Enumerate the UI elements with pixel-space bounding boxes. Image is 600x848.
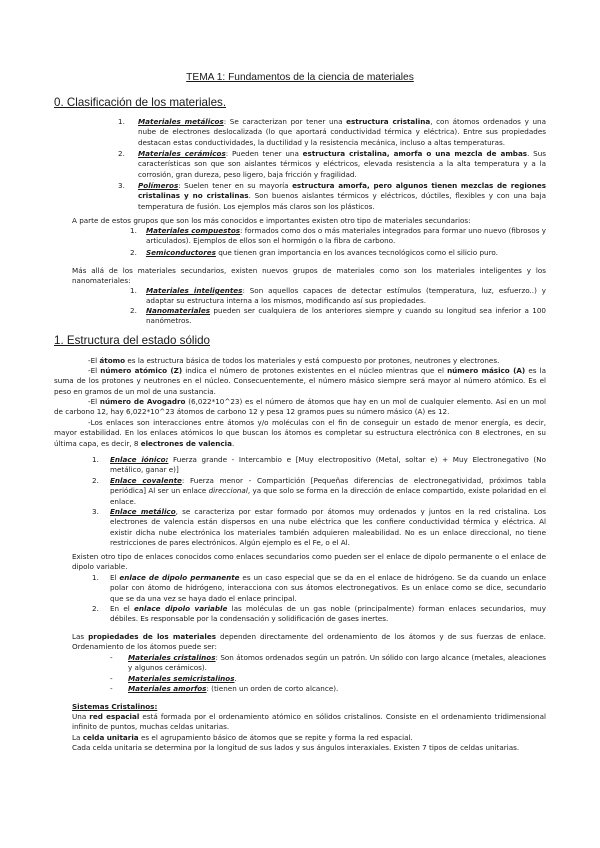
paragraph-nuevos: Más allá de los materiales secundarios, existen nuevos grupos de materiales como son los materiales inteligentes y los nanomateriales: [72, 266, 546, 286]
list-number: 1. [92, 573, 99, 582]
sistemas-cristalinos-heading: Sistemas Cristalinos: [72, 702, 158, 711]
list-item-metalicos: Materiales metálicos: Se caracterizan por tener una estructura cristalina, con átomos ordenados y una nube de electrones deslocalizada (lo que aportará conductividad térmica y eléctrica). Entre sus propiedades destacan estas conductividades, la ductilidad y la resistencia mecánica, incluso a altas temperaturas. [138, 117, 546, 147]
list-item-amorfos: Materiales amorfos: (tienen un orden de corto alcance). [128, 684, 339, 693]
list-item-enlace-ionico: Enlace iónico: Fuerza grande - Intercambio e [Muy electropositivo (Metal, soltar e) + Muy Electronegativo (No metálico, ganar e)] [110, 455, 546, 475]
list-number: 3. [92, 507, 99, 516]
paragraph-celda-unitaria: La celda unitaria es el agrupamiento básico de átomos que se repite y forma la red espacial. [72, 733, 413, 742]
paragraph-enlaces: -Los enlaces son interacciones entre átomos y/o moléculas con el fin de conseguir un estado de menor energía, es decir, mayor estabilidad. En los enlaces atómicos lo que buscan los átomos es completar su estructura electrónica con 8 electrones, en su última capa, es decir, 8 electrones de valencia. [54, 418, 546, 448]
list-number: 2. [92, 604, 99, 613]
list-item-dipolo-variable: En el enlace dipolo variable las moléculas de un gas noble (principalmente) forman enlaces secundarios, muy débiles. Es responsable por la condensación y solidificación de gases inertes. [110, 604, 546, 624]
section-0-heading: 0. Clasificación de los materiales. [54, 96, 227, 109]
list-item-enlace-metalico: Enlace metálico, se caracteriza por estar formado por átomos muy ordenados y juntos en la red cristalina. Los electrones de valencia están dispersos en una nube eléctrica que les confiere conductividad térmica y eléctrica. Al existir dicha nube electrónica los materiales también adquieren maleabilidad. No es un enlace direccional, no tiene restricciones de pares electrónicos. Algún ejemplo es el Fe, o el Al. [110, 507, 546, 547]
document-title: TEMA 1: Fundamentos de la ciencia de materiales [186, 72, 414, 83]
bullet: - [110, 684, 113, 693]
list-number: 2. [92, 476, 99, 485]
list-item-polimeros: Polímeros: Suelen tener en su mayoría estructura amorfa, pero algunos tienen mezclas de regiones cristalinas y no cristalinas. Son buenos aislantes térmicos y eléctricos, dúctiles, flexibles y con una baja temperatura de fusión. Los ejemplos más claros son los plásticos. [138, 181, 547, 211]
list-number: 1. [130, 226, 137, 235]
section-1-heading: 1. Estructura del estado sólido [54, 334, 210, 347]
list-item-semiconductores: Semiconductores que tienen gran importancia en los avances tecnológicos como el silicio puro. [146, 248, 498, 257]
bullet: - [110, 674, 113, 683]
paragraph-numero-atomico: -El número atómico (Z) indica el número de protones existentes en el núcleo mientras que el número másico (A) es la suma de los protones y neutrones en el núcleo. Consecuentemente, el número másico siempre será mayor al número atómico. Es el peso en gramos de un mol de una sustancia. [54, 366, 547, 396]
list-item-enlace-covalente: Enlace covalente: Fuerza menor - Compartición [Pequeñas diferencias de electronegatividad, próximos tabla periódica] Al ser un enlace direccional, ya que solo se forma en la dirección de enlace compartido, existe polaridad en el enlace. [110, 476, 546, 506]
list-item-semicristalinos: Materiales semicristalinos. [128, 674, 237, 683]
paragraph-secundarios: A parte de estos grupos que son los más conocidos e importantes existen otro tipo de materiales secundarios: [72, 216, 471, 225]
list-number: 1. [92, 455, 99, 464]
list-item-nanomateriales: Nanomateriales pueden ser cualquiera de los anteriores siempre y cuando su longitud sea inferior a 100 nanómetros. [146, 306, 546, 326]
list-number: 2. [130, 306, 137, 315]
paragraph-avogadro: -El número de Avogadro (6,022*10^23) es el número de átomos que hay en un mol de cualquier elemento. Así en un mol de carbono 12, hay 6,022*10^23 átomos de carbono 12 y pesa 12 gramos pues su número másico (A) es 12. [54, 397, 546, 417]
paragraph-atomo: -El átomo es la estructura básica de todos los materiales y está compuesto por protones, neutrones y electrones. [88, 356, 500, 365]
list-item-inteligentes: Materiales inteligentes: Son aquellos capaces de detectar estímulos (temperatura, luz, esfuerzo..) y adaptar su estructura interna a los mismos, modificando así sus propiedades. [146, 286, 546, 306]
list-number: 3. [118, 181, 125, 190]
bullet: - [110, 653, 113, 662]
paragraph-celda-final: Cada celda unitaria se determina por la longitud de sus lados y sus ángulos interaxiales. Existen 7 tipos de celdas unitarias. [72, 743, 520, 752]
list-number: 2. [118, 149, 125, 158]
list-item-cristalinos: Materiales cristalinos: Son átomos ordenados según un patrón. Un sólido con largo alcance (metales, aleaciones y algunos cerámicos). [128, 653, 547, 673]
paragraph-red-espacial: Una red espacial está formada por el ordenamiento atómico en sólidos cristalinos. Consiste en el ordenamiento tridimensional infinito de puntos, muchas celdas unitarias. [72, 712, 546, 732]
list-item-dipolo-permanente: El enlace de dipolo permanente es un caso especial que se da en el enlace de hidrógeno. Se da cuando un enlace polar con átomo de hidrógeno, interacciona con sus átomos electronegativos. Es un enlace como se dice, secundario que se da una vez se haya dado el enlace principal. [110, 573, 546, 603]
list-number: 1. [130, 286, 137, 295]
list-number: 2. [130, 248, 137, 257]
list-item-compuestos: Materiales compuestos: formados como dos o más materiales integrados para formar uno nuevo (fibrosos y articulados). Ejemplos de ellos son el hormigón o la fibra de carbono. [146, 226, 546, 246]
list-item-ceramicos: Materiales cerámicos: Pueden tener una estructura cristalina, amorfa o una mezcla de ambas. Sus características son que son aislantes térmicos y eléctricos, elevada resistencia a la alta temperatura y a la corrosión, gran dureza, peso ligero, baja fricción y fragilidad. [138, 149, 546, 179]
list-number: 1. [118, 117, 125, 126]
paragraph-propiedades: Las propiedades de los materiales dependen directamente del ordenamiento de los átomos y de sus fuerzas de enlace. Ordenamiento de los átomos puede ser: [72, 632, 546, 652]
paragraph-enlaces-secundarios: Existen otro tipo de enlaces conocidos como enlaces secundarios como pueden ser el enlace de dipolo permanente o el enlace de dipolo variable. [72, 552, 546, 572]
